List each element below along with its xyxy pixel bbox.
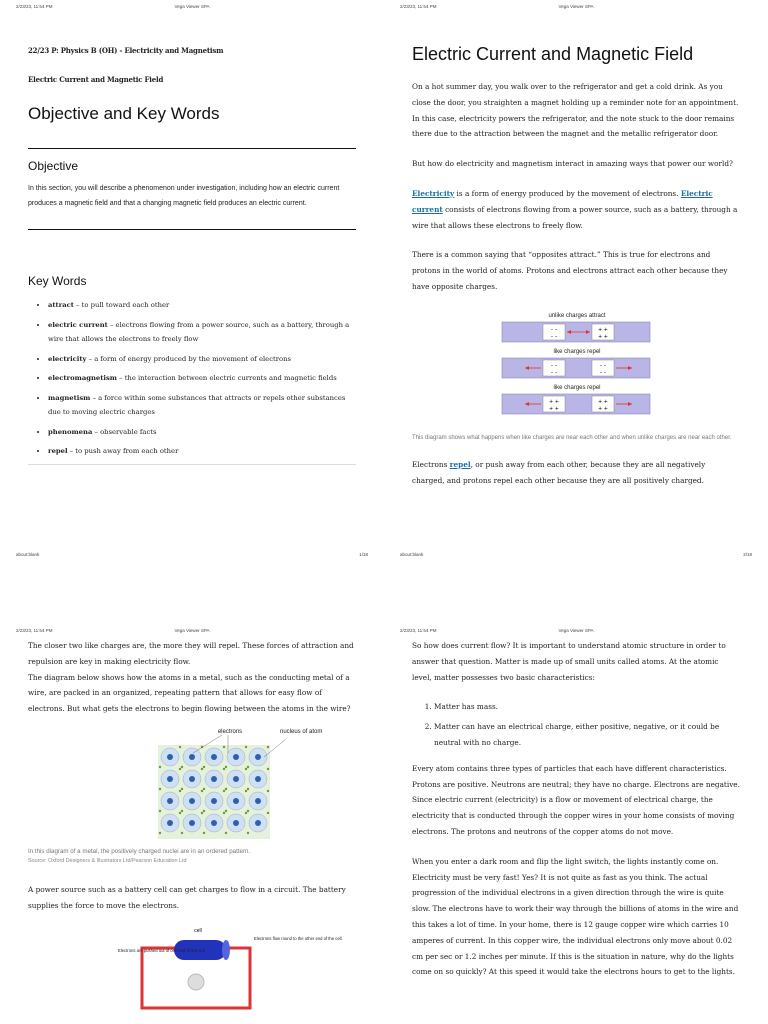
atom-nucleus — [211, 798, 217, 804]
atom-nucleus — [167, 754, 173, 760]
free-electron — [201, 812, 203, 814]
course-title: 22/23 P: Physics B (OH) - Electricity and Magnetism — [28, 46, 224, 55]
minus-signs: – – — [550, 362, 558, 369]
atom-nucleus — [189, 798, 195, 804]
free-electron — [247, 766, 249, 768]
free-electron — [179, 746, 181, 748]
free-electron — [201, 790, 203, 792]
free-electron — [245, 812, 247, 814]
paragraph: But how do electricity and magnetism interact in amazing ways that power our world? — [412, 159, 733, 169]
atom-nucleus — [211, 820, 217, 826]
atom-nucleus — [189, 754, 195, 760]
free-electron — [203, 832, 205, 834]
diagram-label: like charges repel — [553, 348, 601, 355]
page-number: 1/18 — [359, 552, 368, 557]
header-date: 2/23/23, 11:54 PM — [16, 4, 53, 9]
plus-signs: + + — [598, 398, 608, 405]
paragraph: On a hot summer day, you walk over to the refrigerator and get a cold drink. As you close the door, you straighten a magnet holding up a reminder note for an appointment. In this case, electricity powers the refrigerator, and the note stuck to the door remains there due to the attraction between the magnet and the metallic refrigerator door. — [412, 82, 739, 139]
bulb-circle — [188, 974, 204, 990]
repel-link[interactable]: repel — [449, 459, 471, 469]
atom-nucleus — [211, 776, 217, 782]
page-1 — [0, 0, 384, 557]
page-2-body — [412, 44, 740, 488]
plus-signs: + + — [598, 333, 608, 340]
page-3 — [0, 512, 384, 1024]
page-title: Electric Current and Magnetic Field — [412, 44, 694, 64]
objective-heading: Objective — [28, 159, 79, 173]
free-electron — [247, 788, 249, 790]
free-electron — [181, 766, 183, 768]
atom-nucleus — [255, 754, 261, 760]
free-electron — [159, 766, 161, 768]
free-electron — [225, 788, 227, 790]
minus-signs: – – — [599, 369, 607, 376]
plus-signs: + + — [549, 398, 559, 405]
free-electron — [245, 790, 247, 792]
footer-url: about:blank — [16, 552, 40, 557]
free-electron — [223, 746, 225, 748]
free-electron — [225, 766, 227, 768]
free-electron — [267, 768, 269, 770]
paragraph: A power source such as a battery cell can get charges to flow in a circuit. The battery supplies the force to move the electrons. — [28, 884, 346, 910]
paragraph: Electricity is a form of energy produced by the movement of electrons. Electric current consists of electrons flowing from a power source, such as a battery, through a wire that allows these electrons to freely flow. — [412, 188, 738, 230]
divider — [28, 464, 356, 465]
minus-signs: – – — [550, 333, 558, 340]
cell-left-label: Electrons are pushed out of one end of the cell. — [118, 947, 206, 953]
electric-current-link[interactable]: Electric current — [412, 188, 713, 214]
atom-nucleus — [167, 820, 173, 826]
nucleus-label: nucleus of atom — [280, 728, 323, 735]
charges-diagram — [412, 309, 740, 429]
page-number: 2/18 — [743, 552, 752, 557]
header-app: Vega Viewer SPA — [558, 628, 594, 633]
free-electron — [179, 812, 181, 814]
header-date: 2/23/23, 11:54 PM — [400, 4, 437, 9]
minus-signs: – – — [599, 362, 607, 369]
plus-signs: + + — [598, 405, 608, 412]
free-electron — [267, 746, 269, 748]
minus-signs: – – — [550, 369, 558, 376]
page-4-body — [412, 638, 740, 980]
keyword-item: • electric current – electrons flowing from a power source, such as a battery, through a wire that allows the electrons to freely flow — [48, 318, 356, 347]
atom-nucleus — [255, 776, 261, 782]
free-electron — [159, 810, 161, 812]
header-date: 2/23/23, 11:54 PM — [16, 628, 53, 633]
free-electron — [203, 810, 205, 812]
paragraph: The diagram below shows how the atoms in a metal, such as the conducting metal of a wire, are packed in an organized, repeating pattern that allows for easy flow of electrons. But what gets the electrons to begin flowing between the atoms in the wire? — [28, 672, 351, 714]
page-2 — [384, 0, 768, 557]
paragraph: So how does current flow? It is important to understand atomic structure in order to answer that question. Matter is made up of small units called atoms. At the atomic level, matter possesses two basic characteristics: — [412, 641, 726, 682]
list-item: 2. Matter can have an electrical charge, either positive, negative, or it could be neutral with no charge. — [434, 719, 740, 751]
header-app: Vega Viewer SPA — [174, 4, 210, 9]
paragraph: Electrons repel, or push away from each other, because they are all negatively charged, and protons repel each other because they are all positively charged. — [412, 459, 706, 485]
free-electron — [159, 832, 161, 834]
page-header — [16, 628, 368, 636]
paragraph: Every atom contains three types of particles that each have different characteristics. Protons are positive. Neutrons are neutral; they have no charge. Electrons are negative. Since electric current (electricity) is a flow or movement of electrical charge, the electricity that is conducted through the copper wires in your home consists of moving electrons. The protons and neutrons of the copper atoms do not move. — [412, 763, 740, 836]
free-electron — [225, 810, 227, 812]
keyword-item: • repel – to push away from each other — [48, 444, 356, 459]
free-electron — [201, 768, 203, 770]
page-1-body — [28, 46, 356, 465]
free-electron — [225, 832, 227, 834]
atom-nucleus — [233, 798, 239, 804]
atom-nucleus — [233, 820, 239, 826]
free-electron — [181, 832, 183, 834]
paragraph: When you enter a dark room and flip the light switch, the lights instantly come on. Electricity must be very fast! Yes? It is not quite as fast as you think. The actual progression of the individual electrons in a given direction through the wire is quite slow. The electrons have to work their way through the billions of atoms in the wire and this takes a lot of time. In your home, there is 12 gauge copper wire which carries 10 amperes of current. In this copper wire, the individual electrons only move about 0.02 cm per sec or 1.2 inches per minute. If this is the situation in nature, why do the lights come on so quickly? At this speed it would take the electrons hours to get to the lights. — [412, 856, 739, 977]
atom-nucleus — [255, 798, 261, 804]
plus-signs: + + — [598, 326, 608, 333]
atom-nucleus — [233, 754, 239, 760]
diagram-label: unlike charges attract — [548, 312, 606, 319]
free-electron — [203, 788, 205, 790]
keyword-item: • magnetism – a force within some substances that attracts or repels other substances due to moving electric charges — [48, 391, 356, 420]
divider — [28, 148, 356, 149]
atom-nucleus — [167, 798, 173, 804]
free-electron — [203, 766, 205, 768]
plus-signs: + + — [549, 405, 559, 412]
keyword-item: • electromagnetism – the interaction between electric currents and magnetic fields — [48, 371, 356, 386]
free-electron — [179, 768, 181, 770]
page-header — [400, 628, 752, 636]
paragraph: The closer two like charges are, the more they will repel. These forces of attraction and repulsion are key in making electricity flow. — [28, 641, 354, 666]
header-app: Vega Viewer SPA — [558, 4, 594, 9]
free-electron — [223, 812, 225, 814]
free-electron — [247, 810, 249, 812]
free-electron — [267, 812, 269, 814]
header-date: 2/23/23, 11:54 PM — [400, 628, 437, 633]
list-item: 1. Matter has mass. — [434, 699, 740, 715]
divider — [28, 229, 356, 230]
electricity-link[interactable]: Electricity — [412, 188, 455, 198]
diagram-label: like charges repel — [553, 384, 601, 391]
cell-right-label: Electrons flow round to the other end of the cell. — [254, 935, 343, 941]
unit-title: Electric Current and Magnetic Field — [28, 75, 164, 84]
atom-nucleus — [189, 776, 195, 782]
free-electron — [267, 790, 269, 792]
atom-nucleus — [211, 754, 217, 760]
objective-text: In this section, you will describe a phenomenon under investigation, including how an electric current produces a magnetic field and that a changing magnetic field produces an electric current. — [28, 185, 340, 207]
electrons-label: electrons — [217, 728, 243, 735]
page-header — [16, 4, 368, 12]
free-electron — [223, 790, 225, 792]
diagram-caption: This diagram shows what happens when like charges are near each other and when unlike charges are near each other. — [412, 434, 732, 441]
paragraph: There is a common saying that “opposites attract.” This is true for electrons and protons in the world of atoms. Protons and electrons attract each other because they have opposite charges. — [412, 250, 728, 291]
keyword-item: • electricity – a form of energy produced by the movement of electrons — [48, 352, 356, 367]
keywords-heading: Key Words — [28, 274, 87, 288]
keyword-item: • phenomena – observable facts — [48, 425, 356, 440]
characteristics-list — [412, 699, 740, 750]
free-electron — [223, 768, 225, 770]
battery-cell-diagram — [28, 920, 356, 1000]
free-electron — [245, 746, 247, 748]
atom-nucleus — [167, 776, 173, 782]
header-app: Vega Viewer SPA — [174, 628, 210, 633]
diagram-caption: In this diagram of a metal, the positively charged nuclei are in an ordered pattern. — [28, 847, 251, 855]
image-source: Source: Oxford Designers & Illustrators Ltd/Pearson Education Ltd — [28, 857, 187, 864]
page-header — [400, 4, 752, 12]
minus-signs: – – — [550, 326, 558, 333]
free-electron — [247, 832, 249, 834]
atom-nucleus — [189, 820, 195, 826]
atom-nucleus — [233, 776, 239, 782]
keyword-list — [28, 298, 356, 459]
page-title: Objective and Key Words — [28, 104, 220, 123]
footer-url: about:blank — [400, 552, 424, 557]
keyword-item: • attract – to pull toward each other — [48, 298, 356, 313]
free-electron — [159, 788, 161, 790]
page-3-body — [28, 638, 356, 1000]
cell-label: cell — [194, 927, 202, 934]
page-4 — [384, 512, 768, 1024]
atom-nucleus — [255, 820, 261, 826]
free-electron — [179, 790, 181, 792]
free-electron — [181, 810, 183, 812]
free-electron — [181, 788, 183, 790]
free-electron — [245, 768, 247, 770]
metal-atoms-diagram — [28, 725, 356, 845]
